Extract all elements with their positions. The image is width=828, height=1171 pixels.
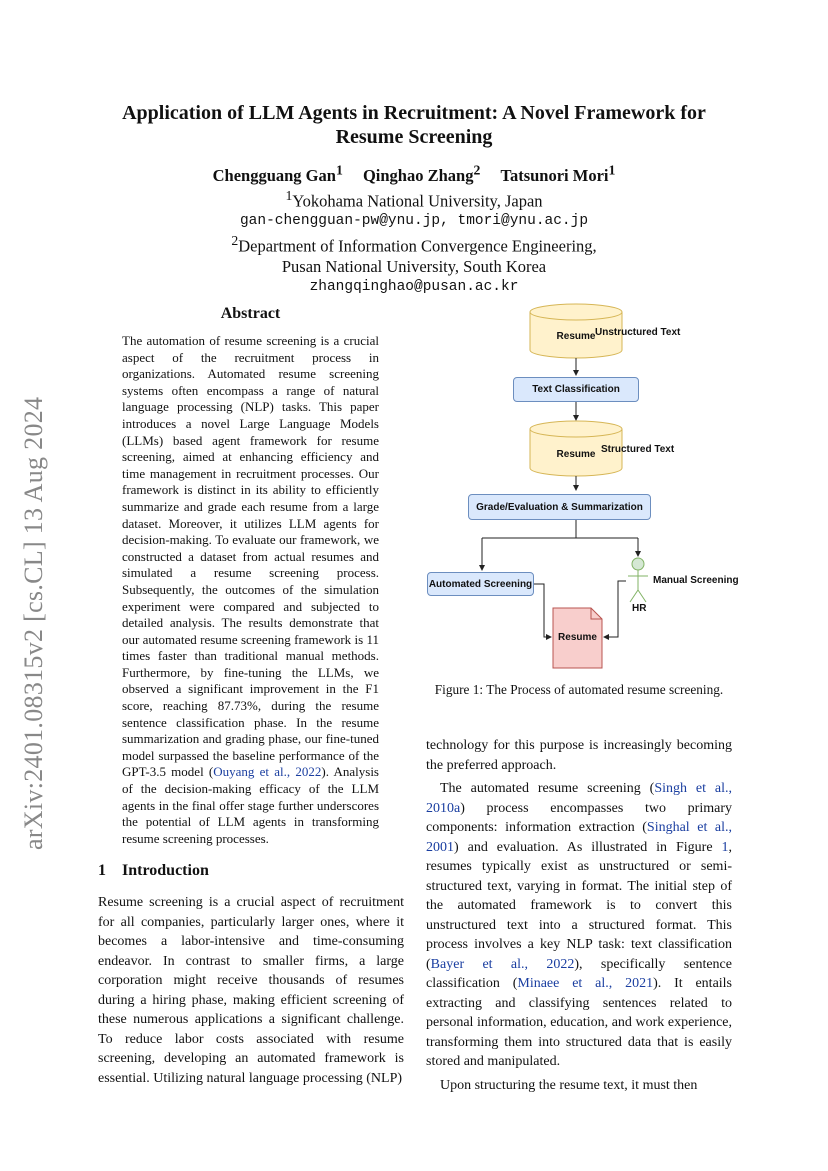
- citation-link[interactable]: Singh et al., 2010a: [426, 781, 732, 816]
- arxiv-stamp: arXiv:2401.08315v2 [cs.CL] 13 Aug 2024: [19, 396, 48, 850]
- section-heading: 1 Introduction: [98, 862, 209, 879]
- title-line-1: Application of LLM Agents in Recruitment: A Novel Framework for: [122, 102, 706, 124]
- author-3: Tatsunori Mori$^1$: [500, 162, 616, 185]
- right-column-text: [426, 736, 732, 1099]
- affiliation-1: $^1$Yokohama National University, Japan: [285, 187, 543, 210]
- author-block: [0, 160, 828, 297]
- intro-paragraph: Resume screening is a crucial aspect of recruitment for all companies, particularly larger ones, where it becomes a labor-intensive and time-consuming endeavor. In contrast to smaller firms, a large corporation might receive thousands of resumes during a hiring phase, making efficient screening of these numerous applications a significant challenge. To reduce labor costs associated with resume screening, developing an automated framework is essential. Utilizing natural language processing (NLP): [98, 895, 404, 1086]
- figure-ref-link[interactable]: 1: [721, 839, 729, 855]
- hr-person-icon: [628, 558, 648, 602]
- figure-connectors: [420, 300, 750, 680]
- hr-label: HR: [632, 603, 647, 614]
- manual-screening-label: Manual Screening: [653, 575, 739, 586]
- emails-2: zhangqinghao@pusan.ac.kr: [309, 278, 519, 295]
- resume-node-1: Resume: [556, 331, 596, 342]
- paragraph-screening: The automated resume screening (Singh et al., 2010a) process encompasses two primary components: information extraction (Singhal et al., 2001) and evaluation. As illustrated in Figure 1, resumes typically exist as unstructured or semi-structured text, varying in format. The initial step of the automated framework is to convert this unstructured text into a structured format. This process involves a key NLP task: text classification (Bayer et al., 2022), specifically sentence classification (Minaee et al., 2021). It entails extracting and classifying sentences related to personal information, education, and work experience, transforming them into structured data that is easily stored and manipulated.: [426, 781, 733, 1069]
- paper-title: [0, 101, 828, 149]
- emails-1: gan-chengguan-pw@ynu.jp, tmori@ynu.ac.jp: [239, 213, 589, 229]
- resume-node-3: Resume: [558, 632, 597, 643]
- affiliation-2-line-2: Pusan National University, South Korea: [281, 256, 547, 276]
- author-names: [0, 160, 828, 186]
- paragraph-structuring: Upon structuring the resume text, it must then: [440, 1077, 698, 1093]
- figure-caption: Figure 1: The Process of automated resume screening.: [434, 682, 724, 697]
- text-classification-node: Text Classification: [513, 377, 639, 402]
- affiliation-2-line-1: $^2$Department of Information Convergence Engineering,: [231, 233, 597, 256]
- figure-1: [420, 300, 750, 680]
- author-1: Chengguang Gan$^1$: [212, 162, 343, 185]
- grade-evaluation-node: Grade/Evaluation & Summarization: [468, 494, 651, 520]
- title-line-2: Resume Screening: [335, 126, 493, 148]
- paragraph-continuation: technology for this purpose is increasingly becoming the preferred approach.: [426, 738, 732, 773]
- resume-node-2: Resume: [556, 449, 596, 460]
- citation-link[interactable]: Minaee et al., 2021: [517, 976, 654, 991]
- abstract-body: The automation of resume screening is a crucial aspect of the recruitment process in organizations. Automated resume screening systems often encompass a range of natural language processing (NLP) tasks. This paper introduces a novel Large Language Models (LLMs) based agent framework for resume screening, aimed at enhancing efficiency and time management in recruitment processes. Our framework is distinct in its ability to efficiently summarize and grade each resume from a large dataset. Moreover, it utilizes LLM agents for decision-making. To evaluate our framework, we constructed a dataset from actual resumes and simulated a resume screening process. Subsequently, the outcomes of the simulation experiment were compared and subjected to detailed analysis. The results demonstrate that our automated resume screening framework is 11 times faster than traditional manual methods. Furthermore, by fine-tuning the LLMs, we observed a significant improvement in the F1 score, reaching 87.73%, during the resume sentence classification phase. In the resume summarization and grading phase, our fine-tuned model surpassed the baseline performance of the GPT-3.5 model (Ouyang et al., 2022). Analysis of the decision-making efficacy of the LLM agents in the final offer stage further underscores the potential of LLM agents in transforming resume screening processes.: [122, 333, 379, 846]
- citation-link[interactable]: Ouyang et al., 2022: [213, 764, 322, 780]
- author-2: Qinghao Zhang$^2$: [362, 162, 481, 185]
- structured-text-label: Structured Text: [601, 444, 675, 455]
- citation-link[interactable]: Singhal et al., 2001: [426, 820, 732, 855]
- citation-link[interactable]: Bayer et al., 2022: [430, 956, 575, 972]
- unstructured-text-label: Unstructured Text: [595, 327, 681, 338]
- abstract-heading: Abstract: [220, 305, 281, 322]
- automated-screening-node: Automated Screening: [427, 572, 534, 596]
